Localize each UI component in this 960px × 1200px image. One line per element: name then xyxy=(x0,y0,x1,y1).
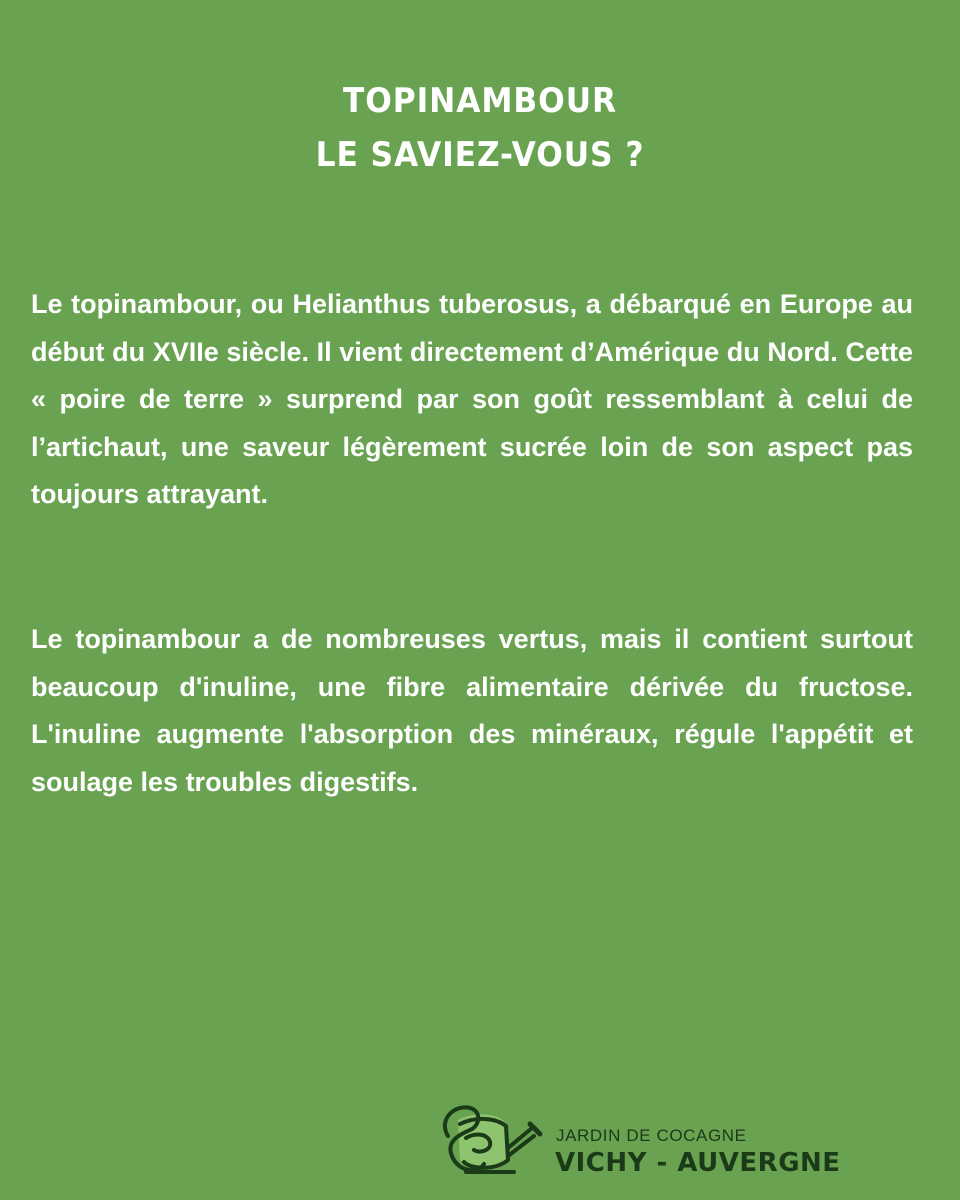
page-title xyxy=(0,74,960,182)
brand-name: VICHY - AUVERGNE xyxy=(555,1148,841,1178)
title-line-1: TOPINAMBOUR xyxy=(342,81,618,121)
brand-footer xyxy=(436,1102,876,1182)
brand-subtitle: JARDIN DE COCAGNE xyxy=(556,1126,747,1145)
paragraph-history: Le topinambour, ou Helianthus tuberosus, a débarqué en Europe au début du XVIIe siècle. Il vient directement d’Amérique du Nord. Cette « poire de terre » surprend par son goût ressemblant à celui de l’artichaut, une saveur légèrement sucrée loin de son aspect pas toujours attrayant. xyxy=(31,289,913,509)
title-line-2: LE SAVIEZ-VOUS ? xyxy=(315,135,645,175)
watering-can-logo-icon xyxy=(436,1102,546,1182)
paragraph-benefits: Le topinambour a de nombreuses vertus, mais il contient surtout beaucoup d'inuline, une fibre alimentaire dérivée du fructose. L'inuline augmente l'absorption des minéraux, régule l'appétit et soulage les troubles digestifs. xyxy=(31,624,913,797)
